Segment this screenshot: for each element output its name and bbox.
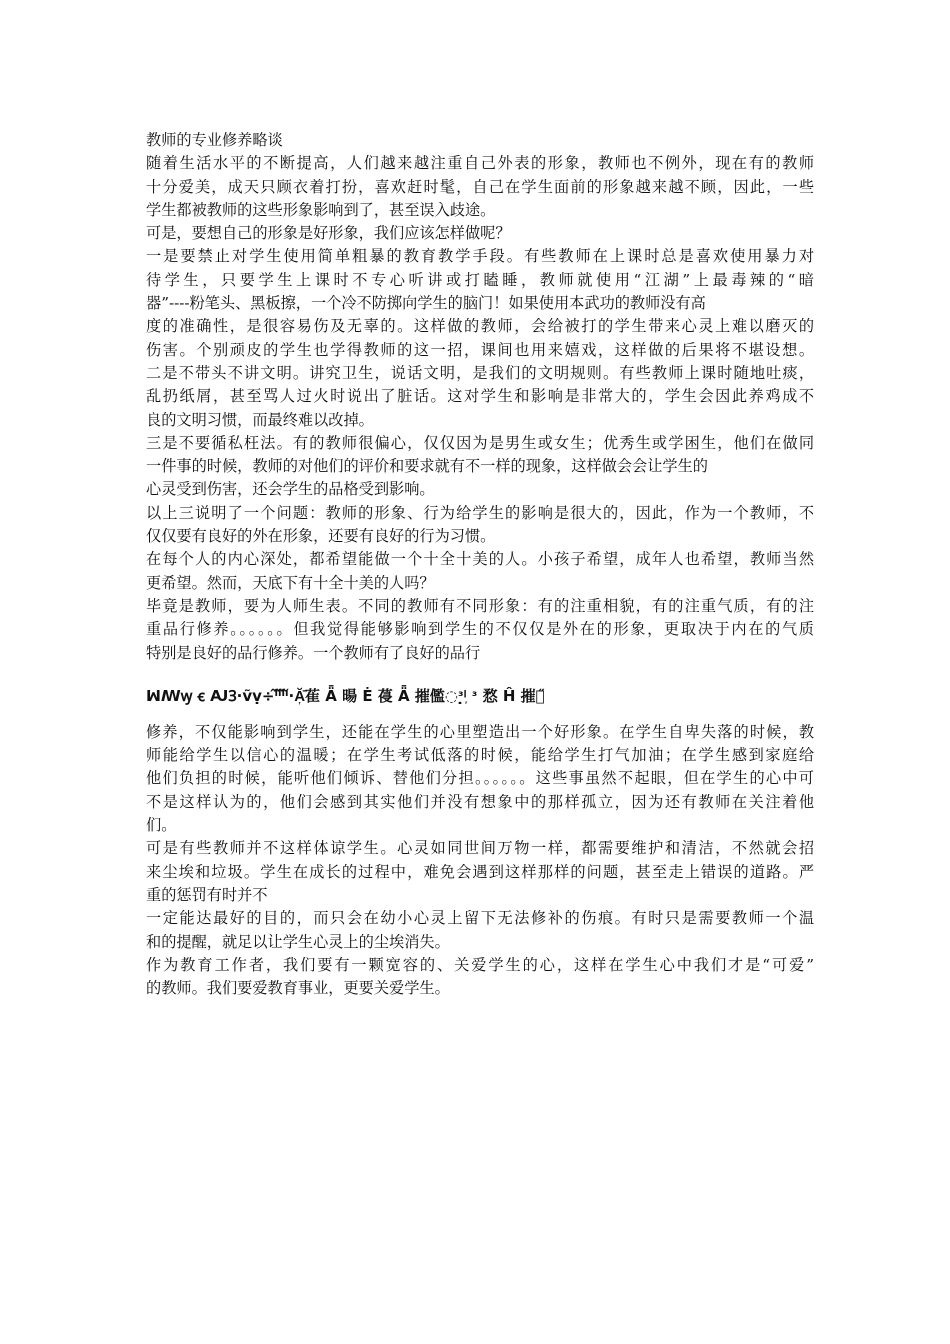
paragraphs-part-1 xyxy=(146,152,814,665)
text-line: 学生都被教师的这些形象影响到了，甚至误入歧途。 xyxy=(146,200,496,219)
garbled-text-line: ꟽꟿꝡ ꞓ ꜶꝪ·ṽṿ÷ᴵ᷉ᴵ᷉ᴵ᷉ᴵ᷉·Ă᷊̄萑 Ǟ 暘 Ė 葠 Ǟ 摧儖◌ᶟ̣ᴵ᷊ ᶟ 愗 Ĥ 摧儖̋ xyxy=(146,686,545,705)
text-line: 随着生活水平的不断提高，人们越来越注重自己外表的形象，教师也不例外，现在有的教师 xyxy=(146,154,814,173)
text-line: 他们负担的时候，能听他们倾诉、替他们分担。。。。。。这些事虽然不起眼，但在学生的心中可 xyxy=(146,769,814,788)
text-line: 一件事的时候，教师的对他们的评价和要求就有不一样的现象，这样做会会让学生的 xyxy=(146,457,708,476)
text-line: 们。 xyxy=(146,816,177,835)
text-line: 更希望。然而，天底下有十全十美的人吗？ xyxy=(146,573,435,592)
text-line: 师能给学生以信心的温暖；在学生考试低落的时候，能给学生打气加油；在学生感到家庭给 xyxy=(146,746,814,765)
text-line: 待学生，只要学生上课时不专心听讲或打瞌睡，教师就使用“江湖”上最毒辣的“暗 xyxy=(146,270,814,289)
text-line: 三是不要循私枉法。有的教师很偏心，仅仅因为是男生或女生；优秀生或学困生，他们在做同 xyxy=(146,433,814,452)
text-line: 度的准确性，是很容易伤及无辜的。这样做的教师，会给被打的学生带来心灵上难以磨灭的 xyxy=(146,317,814,336)
text-line: 器”----粉笔头、黑板擦，一个冷不防掷向学生的脑门！如果使用本武功的教师没有高 xyxy=(146,294,706,313)
text-line: 特别是良好的品行修养。一个教师有了良好的品行 xyxy=(146,643,481,662)
text-line: 可是，要想自己的形象是好形象，我们应该怎样做呢？ xyxy=(146,224,511,243)
text-line: 不是这样认为的，他们会感到其实他们并没有想象中的那样孤立，因为还有教师在关注着他 xyxy=(146,792,814,811)
text-line: 来尘埃和垃圾。学生在成长的过程中，难免会遇到这样那样的问题，甚至走上错误的道路。严 xyxy=(146,862,814,881)
text-line: 重的惩罚有时并不 xyxy=(146,885,268,904)
text-line: 在每个人的内心深处，都希望能做一个十全十美的人。小孩子希望，成年人也希望，教师当然 xyxy=(146,550,814,569)
text-line: 毕竟是教师，要为人师生表。不同的教师有不同形象：有的注重相貌，有的注重气质，有的注 xyxy=(146,596,814,615)
text-line: 仅仅要有良好的外在形象，还要有良好的行为习惯。 xyxy=(146,527,496,546)
document-body xyxy=(146,129,814,1000)
text-line: 修养，不仅能影响到学生，还能在学生的心里塑造出一个好形象。在学生自卑失落的时候，教 xyxy=(146,722,814,741)
text-line: 一是要禁止对学生使用简单粗暴的教育教学手段。有些教师在上课时总是喜欢使用暴力对 xyxy=(146,247,814,266)
text-line: 乱扔纸屑，甚至骂人过火时说出了脏话。这对学生和影响是非常大的，学生会因此养鸡成不 xyxy=(146,387,814,406)
text-line: 和的提醒，就足以让学生心灵上的尘埃消失。 xyxy=(146,932,450,951)
text-line: 重品行修养。。。。。。但我觉得能够影响到学生的不仅仅是外在的形象，更取决于内在的气质 xyxy=(146,620,814,639)
text-line: 可是有些教师并不这样体谅学生。心灵如同世间万物一样，都需要维护和清洁，不然就会招 xyxy=(146,839,814,858)
text-line: 十分爱美，成天只顾衣着打扮，喜欢赶时髦，自己在学生面前的形象越来越不顾，因此，一些 xyxy=(146,177,814,196)
text-line: 心灵受到伤害，还会学生的品格受到影响。 xyxy=(146,480,435,499)
paragraphs-part-2 xyxy=(146,721,814,1001)
document-title: 教师的专业修养略谈 xyxy=(146,131,283,149)
text-line: 一定能达最好的目的，而只会在幼小心灵上留下无法修补的伤痕。有时只是需要教师一个温 xyxy=(146,909,814,928)
text-line: 二是不带头不讲文明。讲究卫生，说话文明，是我们的文明规则。有些教师上课时随地吐痰， xyxy=(146,363,814,382)
text-line: 良的文明习惯，而最终难以改掉。 xyxy=(146,410,374,429)
text-line: 作为教育工作者，我们要有一颗宽容的、关爱学生的心，这样在学生心中我们才是“可爱” xyxy=(146,955,814,974)
text-line: 以上三说明了一个问题：教师的形象、行为给学生的影响是很大的，因此，作为一个教师，不 xyxy=(146,503,814,522)
text-line: 的教师。我们要爱教育事业，更要关爱学生。 xyxy=(146,979,450,998)
text-line: 伤害。个别顽皮的学生也学得教师的这一招，课间也用来嬉戏，这样做的后果将不堪设想。 xyxy=(146,340,814,359)
